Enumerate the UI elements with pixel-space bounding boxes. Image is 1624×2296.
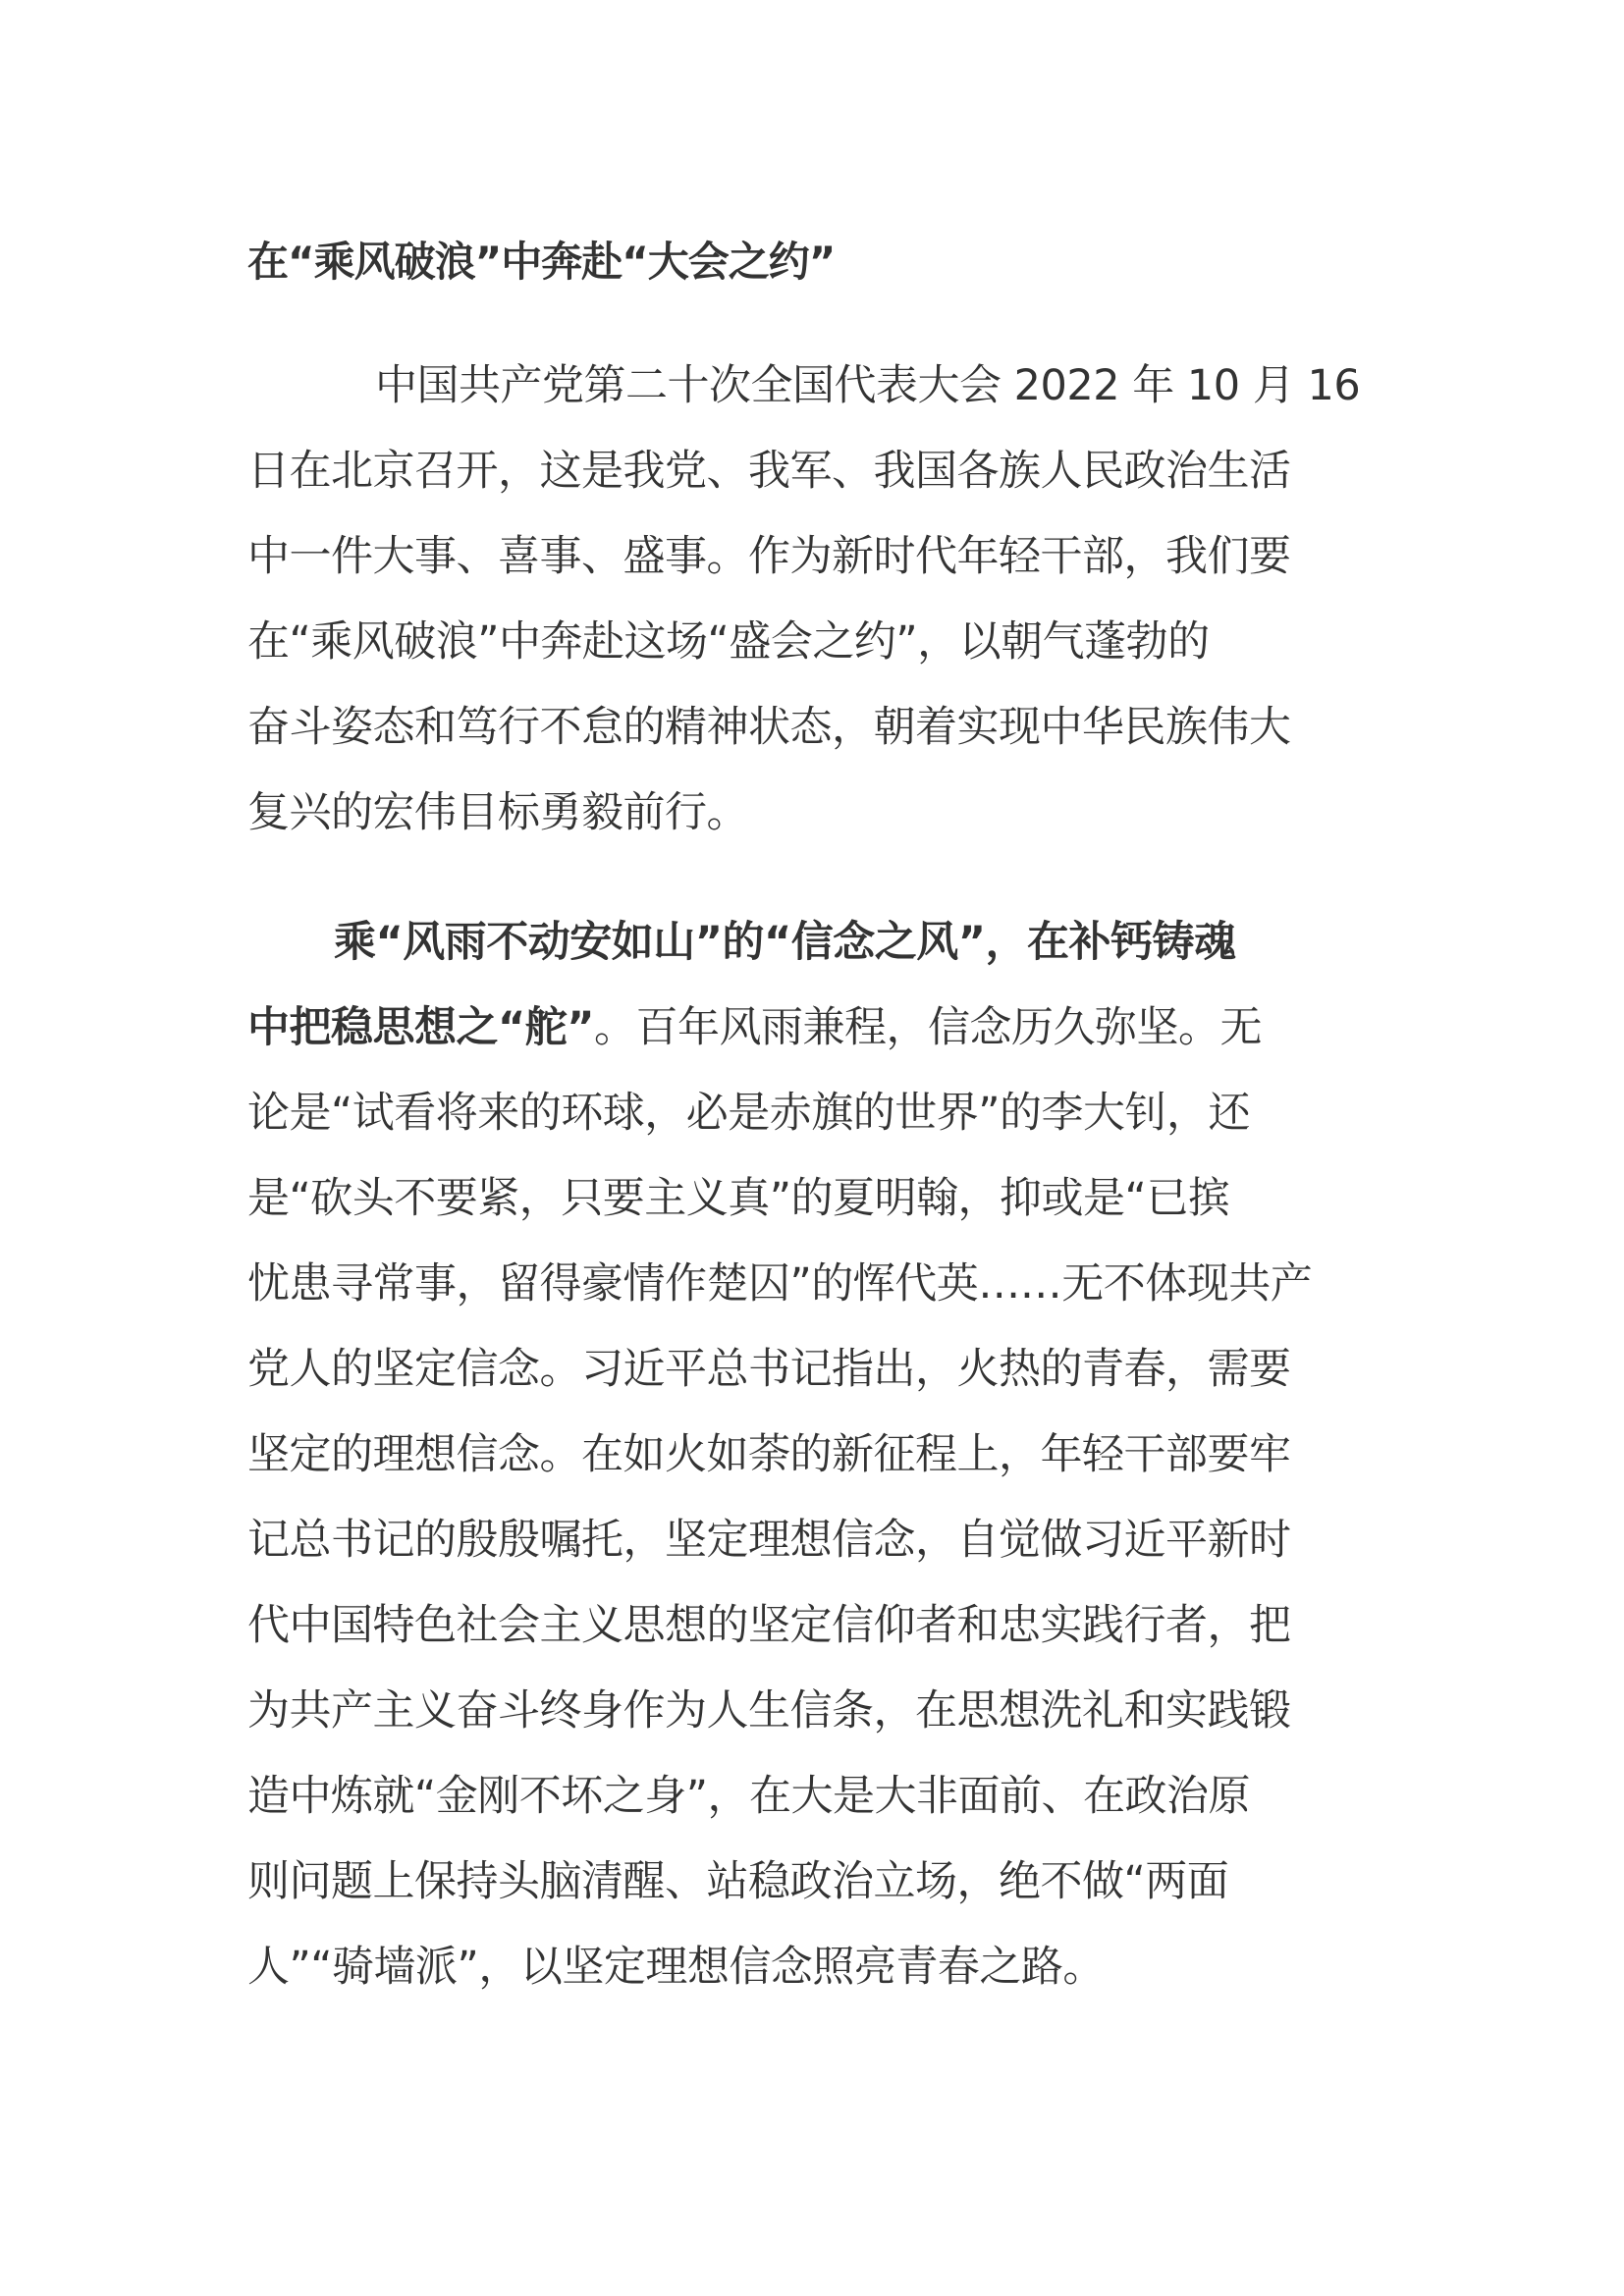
paragraph-belief <box>247 900 1386 2010</box>
text-line: 党人的坚定信念。习近平总书记指出，火热的青春，需要 <box>247 1345 1291 1394</box>
text-line: 中国共产党第二十次全国代表大会 2022 年 10 月 16 <box>375 361 1361 410</box>
text-line: 日在北京召开，这是我党、我军、我国各族人民政治生活 <box>247 447 1291 496</box>
text-segment: 。百年风雨兼程，信念历久弥坚。无 <box>594 1003 1263 1052</box>
text-line: 忧患寻常事，留得豪情作楚囚”的恽代英……无不体现共产 <box>247 1259 1313 1308</box>
text-line: 是“砍头不要紧，只要主义真”的夏明翰，抑或是“已摈 <box>247 1174 1230 1223</box>
text-line: 复兴的宏伟目标勇毅前行。 <box>247 788 748 837</box>
text-line: 代中国特色社会主义思想的坚定信仰者和忠实践行者，把 <box>247 1601 1291 1650</box>
text-line: 中一件大事、喜事、盛事。作为新时代年轻干部，我们要 <box>247 532 1291 581</box>
text-line: 论是“试看将来的环球，必是赤旗的世界”的李大钊，还 <box>247 1089 1251 1138</box>
text-line: 坚定的理想信念。在如火如荼的新征程上，年轻干部要牢 <box>247 1430 1291 1479</box>
document-title: 在“乘风破浪”中奔赴“大会之约” <box>247 238 836 286</box>
text-line: 造中炼就“金刚不坏之身”，在大是大非面前、在政治原 <box>247 1772 1251 1821</box>
text-line: 则问题上保持头脑清醒、站稳政治立场，绝不做“两面 <box>247 1857 1229 1906</box>
text-line: 记总书记的殷殷嘱托，坚定理想信念，自觉做习近平新时 <box>247 1516 1291 1565</box>
text-line: 奋斗姿态和笃行不怠的精神状态，朝着实现中华民族伟大 <box>247 703 1291 752</box>
paragraph-intro <box>247 344 1386 856</box>
text-line: 人”“骑墙派”，以坚定理想信念照亮青春之路。 <box>247 1943 1105 1992</box>
section-heading-tail: 中把稳思想之“舵” <box>247 1003 595 1052</box>
section-heading-line: 乘“风雨不动安如山”的“信念之风”，在补钙铸魂 <box>334 918 1236 967</box>
text-line: 为共产主义奋斗终身作为人生信条，在思想洗礼和实践锻 <box>247 1686 1291 1735</box>
text-line <box>247 986 1386 1071</box>
text-line: 在“乘风破浪”中奔赴这场“盛会之约”，以朝气蓬勃的 <box>247 617 1210 667</box>
